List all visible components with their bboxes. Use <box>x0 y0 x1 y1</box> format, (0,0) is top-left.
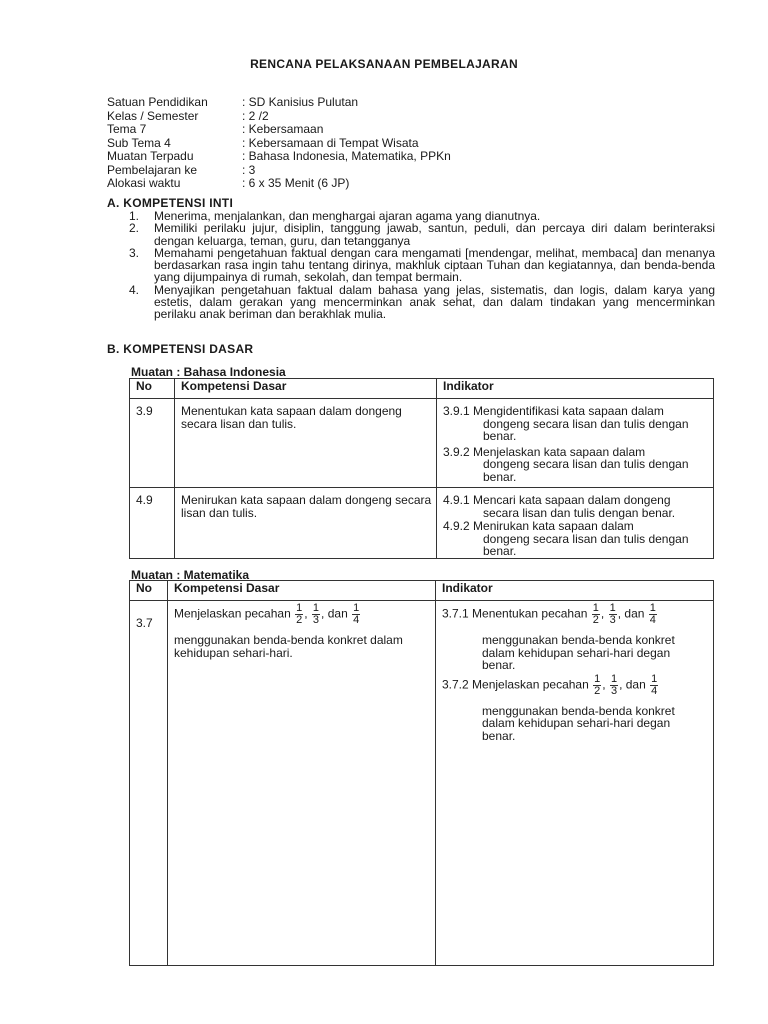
info-value: : 3 <box>242 162 256 177</box>
indikator-code: 3.9.1 <box>443 404 474 418</box>
separator: , <box>619 677 623 692</box>
info-row <box>107 177 451 191</box>
fraction-half <box>592 603 600 626</box>
item-text: Menyajikan pengetahuan faktual dalam bahasa yang jelas, sistematis, dan logis, dalam karya yang estetis, dalam gerakan yang mencerminkan anak sehat, dan dalam tindakan yang mencerminkan perilaku anak beriman dan berakhlak mulia. <box>154 282 715 322</box>
info-label: Tema 7 <box>107 122 147 136</box>
col-header-indikator: Indikator <box>437 379 714 399</box>
item-number: 4. <box>129 282 140 297</box>
table-row <box>130 601 714 966</box>
col-header-kd: Kompetensi Dasar <box>175 379 437 399</box>
info-row <box>107 164 451 178</box>
item-number: 3. <box>129 245 140 260</box>
separator: , <box>602 677 606 692</box>
info-label: Sub Tema 4 <box>107 135 171 150</box>
indikator-text: Menjelaskan kata sapaan dalam <box>473 444 646 459</box>
numerator: 1 <box>594 672 601 685</box>
fraction-third <box>312 603 320 626</box>
kd-text: Menjelaskan pecahan <box>174 606 291 621</box>
indikator-text: Mengidentifikasi kata sapaan dalam <box>473 404 664 418</box>
indikator-text: Menirukan kata sapaan dalam <box>473 519 634 533</box>
section-b-heading: B. KOMPETENSI DASAR <box>107 342 254 356</box>
fraction-quarter <box>650 674 658 697</box>
numerator: 1 <box>609 602 616 614</box>
info-value: : SD Kanisius Pulutan <box>242 95 359 109</box>
denominator: 3 <box>609 614 616 626</box>
info-block <box>107 96 451 191</box>
indikator-continuation: dongeng secara lisan dan tulis dengan benar. <box>483 531 689 558</box>
indikator-item <box>443 494 709 507</box>
cell-kd: Menentukan kata sapaan dalam dongeng secara lisan dan tulis. <box>175 399 437 488</box>
info-value: : Kebersamaan <box>242 122 324 136</box>
separator: , <box>617 606 622 621</box>
indikator-continuation: dongeng secara lisan dan tulis dengan benar. <box>483 416 689 443</box>
denominator: 2 <box>592 614 599 626</box>
item-number: 2. <box>129 221 140 236</box>
matematika-heading: Muatan : Matematika <box>131 568 250 582</box>
indikator-code: 3.9.2 <box>443 444 474 459</box>
conjunction: dan <box>327 606 348 621</box>
indikator-continuation: dongeng secara lisan dan tulis dengan benar. <box>483 457 689 484</box>
info-row <box>107 123 451 137</box>
denominator: 2 <box>594 684 601 697</box>
cell-kd <box>168 601 436 966</box>
separator: , <box>321 606 325 621</box>
fraction-quarter <box>649 603 657 626</box>
indikator-line <box>442 674 709 697</box>
list-item <box>129 247 715 284</box>
fraction-third <box>609 603 617 626</box>
info-label: Muatan Terpadu <box>107 149 194 163</box>
conjunction: dan <box>625 677 646 692</box>
info-row <box>107 96 451 110</box>
indikator-code: 4.9.2 <box>443 519 474 533</box>
indikator-continuation: menggunakan benda-benda konkret dalam kehidupan sehari-hari degan benar. <box>482 703 675 743</box>
info-value: : Bahasa Indonesia, Matematika, PPKn <box>242 149 451 163</box>
denominator: 2 <box>296 614 303 626</box>
separator: , <box>304 606 308 621</box>
separator: , <box>600 606 605 621</box>
matematika-table <box>129 580 714 966</box>
cell-indikator <box>437 488 714 559</box>
col-header-no: No <box>130 379 175 399</box>
section-a-heading: A. KOMPETENSI INTI <box>107 196 234 210</box>
table-header-row <box>130 379 714 399</box>
table-row <box>130 399 714 488</box>
denominator: 3 <box>312 614 320 626</box>
fraction-third <box>610 674 618 697</box>
indikator-text: 3.7.2 Menjelaskan pecahan <box>442 677 589 692</box>
numerator: 1 <box>296 602 303 614</box>
cell-kd: Menirukan kata sapaan dalam dongeng secara lisan dan tulis. <box>175 488 437 559</box>
indikator-continuation: menggunakan benda-benda konkret dalam kehidupan sehari-hari degan benar. <box>482 633 675 672</box>
indikator-code: 4.9.1 <box>443 493 474 507</box>
info-label: Satuan Pendidikan <box>107 95 208 109</box>
denominator: 3 <box>610 684 618 697</box>
numerator: 1 <box>353 602 360 614</box>
kompetensi-inti-list <box>129 210 715 321</box>
info-value: : 6 x 35 Menit (6 JP) <box>242 176 350 190</box>
indikator-text: 3.7.1 Menentukan pecahan <box>442 606 588 621</box>
kd-continuation: menggunakan benda-benda konkret dalam kehidupan sehari-hari. <box>174 633 403 660</box>
cell-no: 3.7 <box>130 601 168 966</box>
item-number: 1. <box>129 209 140 223</box>
info-row <box>107 137 451 151</box>
numerator: 1 <box>312 602 320 614</box>
list-item <box>129 284 715 321</box>
info-row <box>107 150 451 164</box>
cell-indikator <box>436 601 714 966</box>
info-label: Kelas / Semester <box>107 108 199 123</box>
indikator-continuation: secara lisan dan tulis dengan benar. <box>483 505 676 520</box>
info-label: Pembelajaran ke <box>107 162 198 177</box>
denominator: 4 <box>353 614 360 626</box>
bahasa-table <box>129 378 714 559</box>
cell-indikator <box>437 399 714 488</box>
list-item <box>129 222 715 247</box>
page-title: RENCANA PELAKSANAAN PEMBELAJARAN <box>250 57 518 71</box>
item-text: Memiliki perilaku jujur, disiplin, tanggung jawab, santun, peduli, dan percaya diri dalam berinteraksi dengan keluarga, teman, guru, dan tetangganya <box>154 221 715 248</box>
fraction-half <box>593 674 601 697</box>
cell-no: 3.9 <box>130 399 175 488</box>
col-header-indikator: Indikator <box>436 581 714 601</box>
bahasa-heading: Muatan : Bahasa Indonesia <box>131 365 286 379</box>
kd-line <box>174 603 431 626</box>
numerator: 1 <box>649 602 656 614</box>
indikator-text: Mencari kata sapaan dalam dongeng <box>473 493 671 507</box>
numerator: 1 <box>592 602 599 614</box>
info-value: : Kebersamaan di Tempat Wisata <box>242 135 419 150</box>
indikator-item <box>443 405 709 418</box>
table-header-row <box>130 581 714 601</box>
indikator-line <box>442 603 709 626</box>
item-text: Memahami pengetahuan faktual dengan cara mengamati [mendengar, melihat, membaca] dan menanya berdasarkan rasa ingin tahu tentang dirinya, makhluk ciptaan Tuhan dan kegiatannya, dan benda-benda yang dijumpainya di rumah, sekolah, dan tempat bermain. <box>154 245 715 285</box>
conjunction: dan <box>624 606 645 621</box>
fraction-quarter <box>352 603 360 626</box>
col-header-kd: Kompetensi Dasar <box>168 581 436 601</box>
table-row <box>130 488 714 559</box>
col-header-no: No <box>130 581 168 601</box>
fraction-half <box>295 603 303 626</box>
numerator: 1 <box>610 672 618 685</box>
denominator: 4 <box>649 614 656 626</box>
denominator: 4 <box>651 684 658 697</box>
info-value: : 2 /2 <box>242 108 269 123</box>
cell-no: 4.9 <box>130 488 175 559</box>
item-text: Menerima, menjalankan, dan menghargai ajaran agama yang dianutnya. <box>154 209 541 223</box>
numerator: 1 <box>651 672 658 685</box>
indikator-item <box>443 520 709 533</box>
info-label: Alokasi waktu <box>107 176 181 190</box>
info-row <box>107 110 451 124</box>
